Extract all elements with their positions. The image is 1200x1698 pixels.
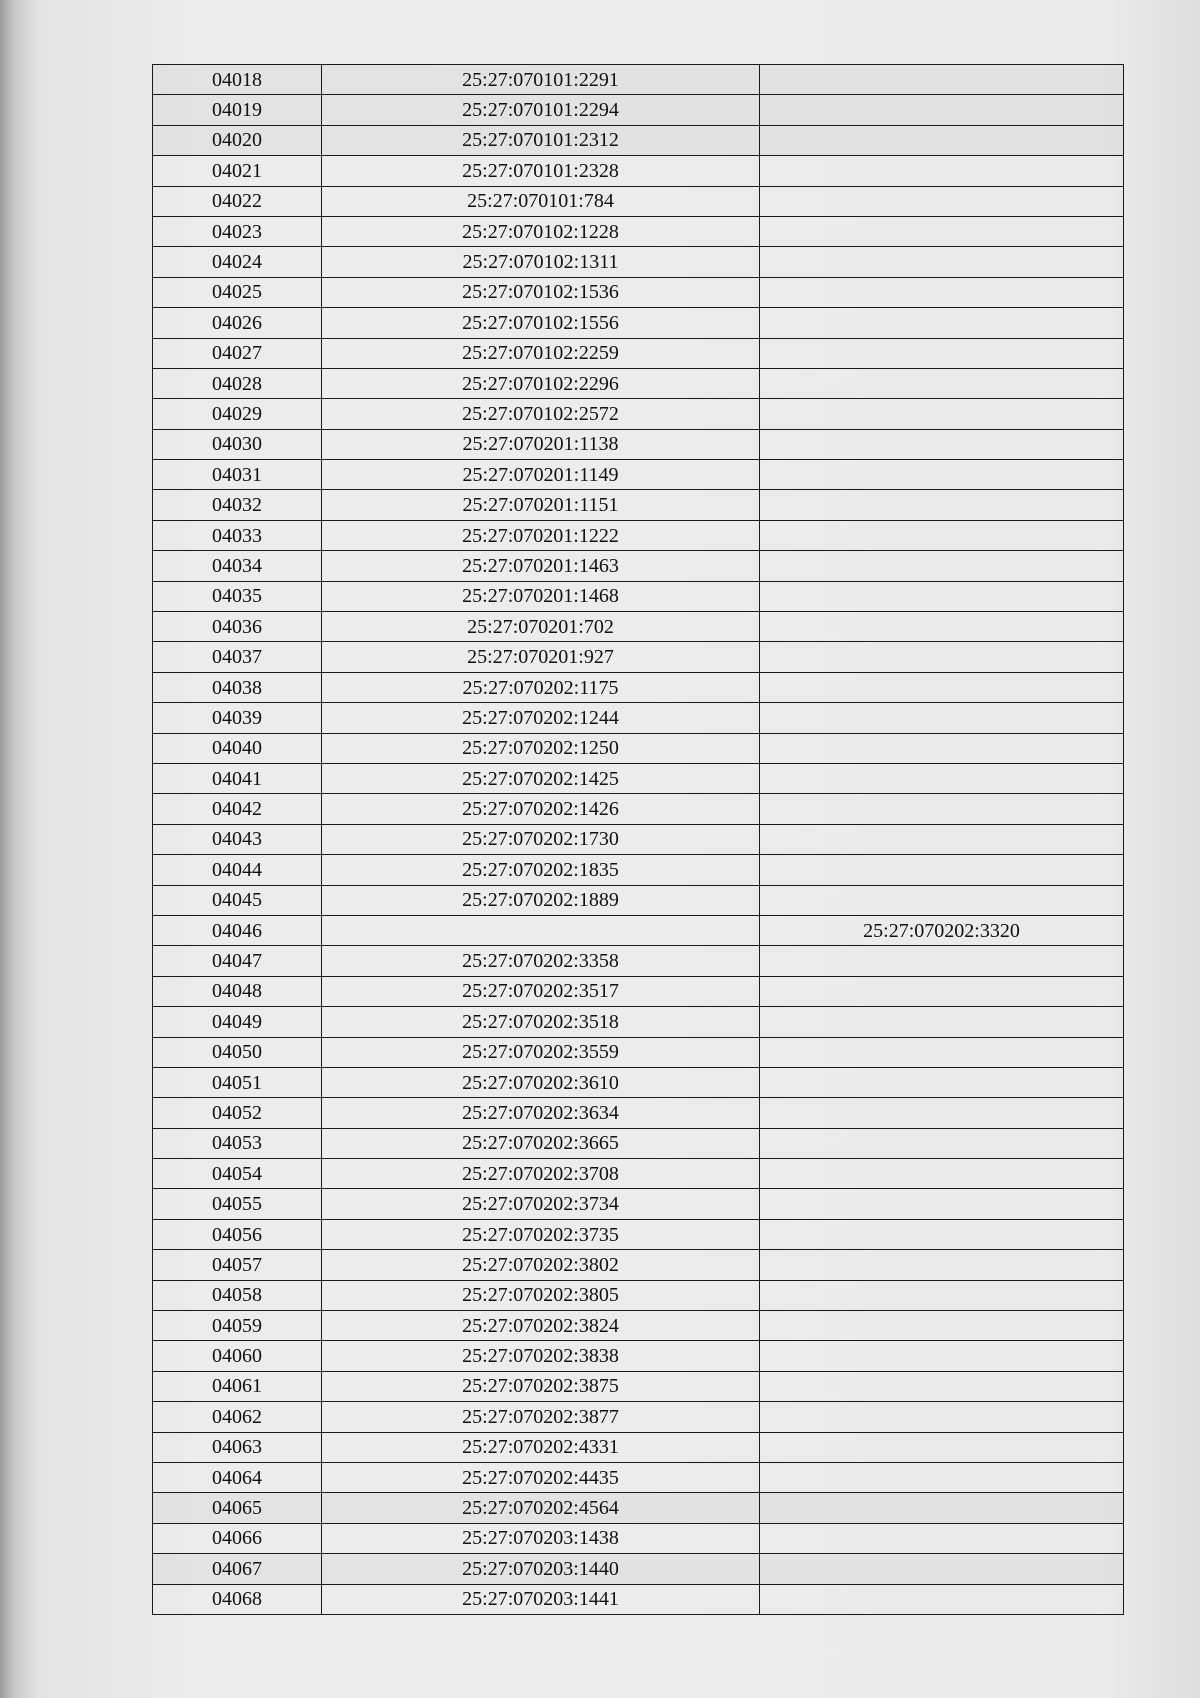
cadastral-number-cell: 25:27:070201:927	[322, 642, 760, 672]
row-number-cell: 04051	[153, 1067, 322, 1097]
row-number-cell: 04050	[153, 1037, 322, 1067]
table-row	[153, 216, 1124, 246]
extra-cadastral-cell	[760, 308, 1124, 338]
extra-cadastral-cell	[760, 1523, 1124, 1553]
cadastral-number-cell: 25:27:070202:1244	[322, 703, 760, 733]
table-row	[153, 794, 1124, 824]
cadastral-number-cell: 25:27:070202:3665	[322, 1128, 760, 1158]
table-row	[153, 1462, 1124, 1492]
extra-cadastral-cell	[760, 1432, 1124, 1462]
table-row	[153, 612, 1124, 642]
row-number-cell: 04037	[153, 642, 322, 672]
extra-cadastral-cell	[760, 490, 1124, 520]
table-row	[153, 125, 1124, 155]
cadastral-number-cell: 25:27:070201:1149	[322, 460, 760, 490]
cadastral-number-cell: 25:27:070202:1889	[322, 885, 760, 915]
table-row	[153, 338, 1124, 368]
extra-cadastral-cell	[760, 1007, 1124, 1037]
row-number-cell: 04058	[153, 1280, 322, 1310]
cadastral-number-cell: 25:27:070202:3875	[322, 1371, 760, 1401]
row-number-cell: 04042	[153, 794, 322, 824]
cadastral-number-cell: 25:27:070202:1250	[322, 733, 760, 763]
cadastral-number-cell: 25:27:070202:1835	[322, 855, 760, 885]
cadastral-number-cell: 25:27:070202:3518	[322, 1007, 760, 1037]
row-number-cell: 04068	[153, 1584, 322, 1614]
table-row	[153, 824, 1124, 854]
extra-cadastral-cell	[760, 1584, 1124, 1614]
cadastral-number-cell: 25:27:070102:1536	[322, 277, 760, 307]
row-number-cell: 04048	[153, 976, 322, 1006]
cadastral-number-cell: 25:27:070202:3877	[322, 1402, 760, 1432]
row-number-cell: 04047	[153, 946, 322, 976]
cadastral-number-cell: 25:27:070202:3634	[322, 1098, 760, 1128]
extra-cadastral-cell	[760, 460, 1124, 490]
table-row	[153, 551, 1124, 581]
extra-cadastral-cell	[760, 1219, 1124, 1249]
extra-cadastral-cell	[760, 885, 1124, 915]
cadastral-number-cell: 25:27:070201:1222	[322, 520, 760, 550]
extra-cadastral-cell	[760, 946, 1124, 976]
extra-cadastral-cell	[760, 368, 1124, 398]
table-row	[153, 915, 1124, 945]
row-number-cell: 04044	[153, 855, 322, 885]
table-row	[153, 672, 1124, 702]
table-row	[153, 1432, 1124, 1462]
cadastral-number-cell: 25:27:070201:1138	[322, 429, 760, 459]
row-number-cell: 04026	[153, 308, 322, 338]
cadastral-table	[152, 64, 1124, 1615]
table-row	[153, 1402, 1124, 1432]
table-row	[153, 65, 1124, 95]
table-row	[153, 1250, 1124, 1280]
extra-cadastral-cell	[760, 247, 1124, 277]
extra-cadastral-cell	[760, 733, 1124, 763]
row-number-cell: 04020	[153, 125, 322, 155]
extra-cadastral-cell	[760, 1098, 1124, 1128]
row-number-cell: 04022	[153, 186, 322, 216]
table-row	[153, 399, 1124, 429]
extra-cadastral-cell	[760, 1371, 1124, 1401]
extra-cadastral-cell: 25:27:070202:3320	[760, 915, 1124, 945]
row-number-cell: 04065	[153, 1493, 322, 1523]
table-row	[153, 186, 1124, 216]
table-row	[153, 460, 1124, 490]
extra-cadastral-cell	[760, 520, 1124, 550]
extra-cadastral-cell	[760, 642, 1124, 672]
cadastral-number-cell: 25:27:070201:1151	[322, 490, 760, 520]
cadastral-number-cell: 25:27:070203:1440	[322, 1554, 760, 1584]
cadastral-number-cell: 25:27:070202:3824	[322, 1311, 760, 1341]
table-row	[153, 95, 1124, 125]
extra-cadastral-cell	[760, 1280, 1124, 1310]
extra-cadastral-cell	[760, 794, 1124, 824]
cadastral-number-cell: 25:27:070202:3358	[322, 946, 760, 976]
table-row	[153, 976, 1124, 1006]
extra-cadastral-cell	[760, 1037, 1124, 1067]
row-number-cell: 04036	[153, 612, 322, 642]
table-row	[153, 1371, 1124, 1401]
cadastral-number-cell: 25:27:070202:1730	[322, 824, 760, 854]
row-number-cell: 04053	[153, 1128, 322, 1158]
extra-cadastral-cell	[760, 703, 1124, 733]
extra-cadastral-cell	[760, 1311, 1124, 1341]
cadastral-number-cell: 25:27:070202:1426	[322, 794, 760, 824]
extra-cadastral-cell	[760, 156, 1124, 186]
table-row	[153, 855, 1124, 885]
table-row	[153, 885, 1124, 915]
cadastral-number-cell: 25:27:070202:3802	[322, 1250, 760, 1280]
cadastral-number-cell: 25:27:070202:3708	[322, 1159, 760, 1189]
table-row	[153, 1037, 1124, 1067]
row-number-cell: 04034	[153, 551, 322, 581]
cadastral-number-cell: 25:27:070101:2294	[322, 95, 760, 125]
extra-cadastral-cell	[760, 581, 1124, 611]
cadastral-table-body	[153, 65, 1124, 1615]
row-number-cell: 04030	[153, 429, 322, 459]
row-number-cell: 04029	[153, 399, 322, 429]
table-row	[153, 1098, 1124, 1128]
table-row	[153, 703, 1124, 733]
extra-cadastral-cell	[760, 763, 1124, 793]
table-row	[153, 1007, 1124, 1037]
table-row	[153, 1280, 1124, 1310]
cadastral-number-cell	[322, 915, 760, 945]
cadastral-number-cell: 25:27:070202:1425	[322, 763, 760, 793]
row-number-cell: 04024	[153, 247, 322, 277]
row-number-cell: 04033	[153, 520, 322, 550]
row-number-cell: 04040	[153, 733, 322, 763]
table-row	[153, 1341, 1124, 1371]
row-number-cell: 04055	[153, 1189, 322, 1219]
cadastral-number-cell: 25:27:070101:784	[322, 186, 760, 216]
table-row	[153, 1219, 1124, 1249]
table-row	[153, 581, 1124, 611]
extra-cadastral-cell	[760, 125, 1124, 155]
row-number-cell: 04064	[153, 1462, 322, 1492]
row-number-cell: 04060	[153, 1341, 322, 1371]
row-number-cell: 04035	[153, 581, 322, 611]
table-row	[153, 429, 1124, 459]
table-row	[153, 1159, 1124, 1189]
row-number-cell: 04046	[153, 915, 322, 945]
row-number-cell: 04057	[153, 1250, 322, 1280]
extra-cadastral-cell	[760, 551, 1124, 581]
cadastral-number-cell: 25:27:070201:1468	[322, 581, 760, 611]
row-number-cell: 04032	[153, 490, 322, 520]
table-row	[153, 490, 1124, 520]
extra-cadastral-cell	[760, 338, 1124, 368]
extra-cadastral-cell	[760, 1250, 1124, 1280]
cadastral-number-cell: 25:27:070202:3734	[322, 1189, 760, 1219]
row-number-cell: 04041	[153, 763, 322, 793]
extra-cadastral-cell	[760, 65, 1124, 95]
cadastral-number-cell: 25:27:070203:1441	[322, 1584, 760, 1614]
row-number-cell: 04066	[153, 1523, 322, 1553]
row-number-cell: 04018	[153, 65, 322, 95]
extra-cadastral-cell	[760, 1462, 1124, 1492]
extra-cadastral-cell	[760, 399, 1124, 429]
table-row	[153, 642, 1124, 672]
row-number-cell: 04038	[153, 672, 322, 702]
row-number-cell: 04067	[153, 1554, 322, 1584]
table-row	[153, 733, 1124, 763]
cadastral-number-cell: 25:27:070102:1311	[322, 247, 760, 277]
cadastral-number-cell: 25:27:070102:2259	[322, 338, 760, 368]
row-number-cell: 04028	[153, 368, 322, 398]
table-row	[153, 156, 1124, 186]
extra-cadastral-cell	[760, 1493, 1124, 1523]
cadastral-number-cell: 25:27:070202:3610	[322, 1067, 760, 1097]
table-row	[153, 247, 1124, 277]
row-number-cell: 04052	[153, 1098, 322, 1128]
row-number-cell: 04027	[153, 338, 322, 368]
extra-cadastral-cell	[760, 216, 1124, 246]
row-number-cell: 04019	[153, 95, 322, 125]
cadastral-number-cell: 25:27:070102:1228	[322, 216, 760, 246]
table-row	[153, 946, 1124, 976]
cadastral-number-cell: 25:27:070202:3517	[322, 976, 760, 1006]
row-number-cell: 04049	[153, 1007, 322, 1037]
cadastral-number-cell: 25:27:070202:3559	[322, 1037, 760, 1067]
extra-cadastral-cell	[760, 1554, 1124, 1584]
row-number-cell: 04031	[153, 460, 322, 490]
cadastral-number-cell: 25:27:070202:4564	[322, 1493, 760, 1523]
extra-cadastral-cell	[760, 672, 1124, 702]
extra-cadastral-cell	[760, 1402, 1124, 1432]
extra-cadastral-cell	[760, 1067, 1124, 1097]
extra-cadastral-cell	[760, 429, 1124, 459]
table-row	[153, 1584, 1124, 1614]
extra-cadastral-cell	[760, 1341, 1124, 1371]
extra-cadastral-cell	[760, 824, 1124, 854]
cadastral-number-cell: 25:27:070102:1556	[322, 308, 760, 338]
extra-cadastral-cell	[760, 1189, 1124, 1219]
row-number-cell: 04061	[153, 1371, 322, 1401]
table-row	[153, 1493, 1124, 1523]
cadastral-number-cell: 25:27:070203:1438	[322, 1523, 760, 1553]
table-row	[153, 520, 1124, 550]
table-row	[153, 1311, 1124, 1341]
cadastral-number-cell: 25:27:070202:3805	[322, 1280, 760, 1310]
row-number-cell: 04021	[153, 156, 322, 186]
cadastral-number-cell: 25:27:070202:3838	[322, 1341, 760, 1371]
cadastral-number-cell: 25:27:070102:2296	[322, 368, 760, 398]
cadastral-number-cell: 25:27:070202:4331	[322, 1432, 760, 1462]
cadastral-number-cell: 25:27:070101:2328	[322, 156, 760, 186]
row-number-cell: 04043	[153, 824, 322, 854]
extra-cadastral-cell	[760, 277, 1124, 307]
cadastral-number-cell: 25:27:070201:1463	[322, 551, 760, 581]
cadastral-number-cell: 25:27:070201:702	[322, 612, 760, 642]
table-row	[153, 1128, 1124, 1158]
cadastral-number-cell: 25:27:070202:3735	[322, 1219, 760, 1249]
row-number-cell: 04059	[153, 1311, 322, 1341]
row-number-cell: 04056	[153, 1219, 322, 1249]
row-number-cell: 04062	[153, 1402, 322, 1432]
cadastral-number-cell: 25:27:070202:4435	[322, 1462, 760, 1492]
table-row	[153, 1554, 1124, 1584]
extra-cadastral-cell	[760, 1159, 1124, 1189]
row-number-cell: 04063	[153, 1432, 322, 1462]
row-number-cell: 04054	[153, 1159, 322, 1189]
table-row	[153, 1189, 1124, 1219]
row-number-cell: 04045	[153, 885, 322, 915]
table-row	[153, 308, 1124, 338]
extra-cadastral-cell	[760, 855, 1124, 885]
table-row	[153, 1067, 1124, 1097]
cadastral-number-cell: 25:27:070101:2291	[322, 65, 760, 95]
extra-cadastral-cell	[760, 976, 1124, 1006]
cadastral-number-cell: 25:27:070101:2312	[322, 125, 760, 155]
table-row	[153, 1523, 1124, 1553]
extra-cadastral-cell	[760, 612, 1124, 642]
row-number-cell: 04039	[153, 703, 322, 733]
extra-cadastral-cell	[760, 95, 1124, 125]
table-row	[153, 277, 1124, 307]
row-number-cell: 04025	[153, 277, 322, 307]
extra-cadastral-cell	[760, 186, 1124, 216]
row-number-cell: 04023	[153, 216, 322, 246]
extra-cadastral-cell	[760, 1128, 1124, 1158]
cadastral-number-cell: 25:27:070102:2572	[322, 399, 760, 429]
table-row	[153, 763, 1124, 793]
table-row	[153, 368, 1124, 398]
cadastral-number-cell: 25:27:070202:1175	[322, 672, 760, 702]
